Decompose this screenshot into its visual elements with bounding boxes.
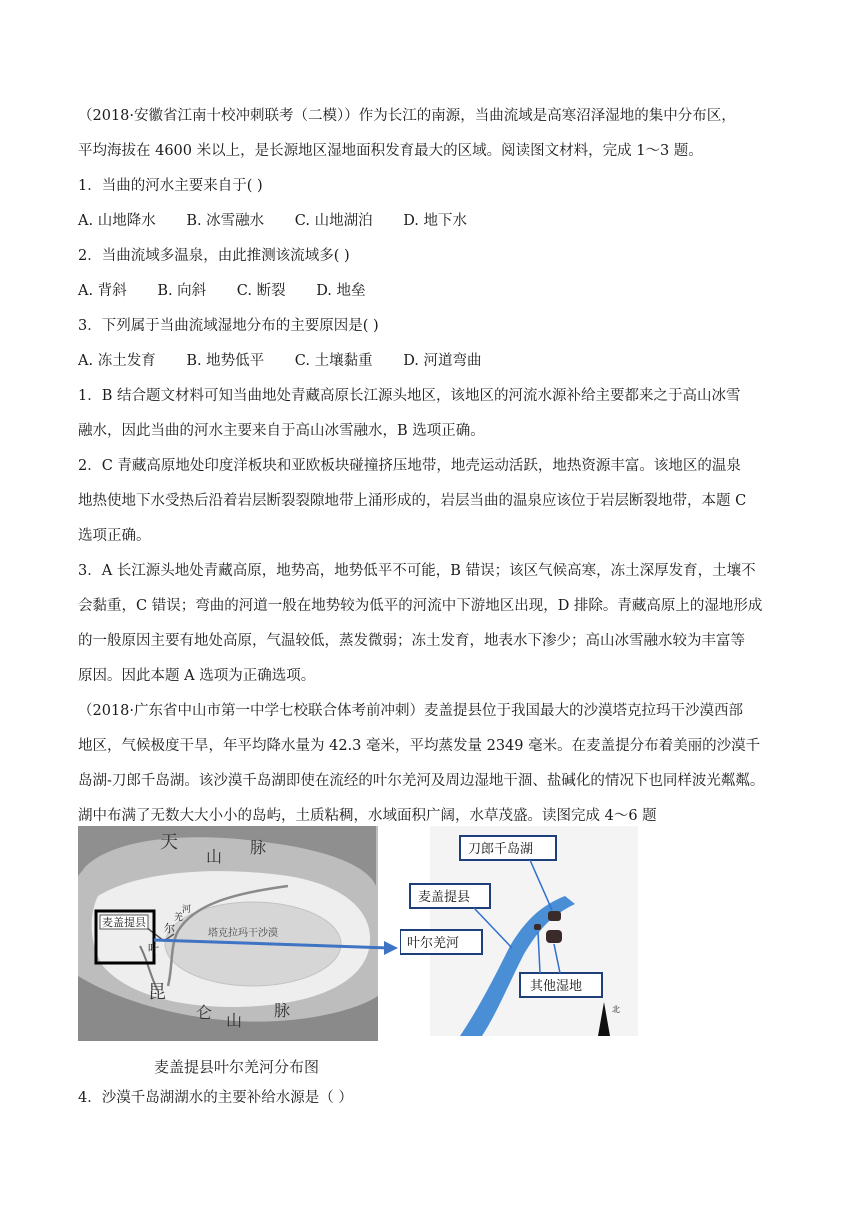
answer-2-line1: 2．C 青藏高原地处印度洋板块和亚欧板块碰撞挤压地带，地壳运动活跃，地热资源丰富。该地区的温泉 — [78, 458, 741, 474]
north-label: 北 — [612, 1005, 620, 1014]
section2-intro-line4: 湖中布满了无数大大小小的岛屿，土质粘稠，水域面积广阔，水草茂盛。读图完成 4～6 题 — [78, 808, 657, 824]
kun-label: 昆 — [148, 982, 166, 1003]
desert-label: 塔克拉玛干沙漠 — [208, 928, 278, 939]
question-1: 1．当曲的河水主要来自于( ) — [78, 178, 263, 194]
answer-3-line3: 的一般原因主要有地处高原，气温较低，蒸发微弱；冻土发育，地表水下渗少；高山冰雪融水较为丰富等 — [78, 633, 745, 649]
option-c[interactable]: C. 断裂 — [236, 283, 286, 299]
ye-label: 叶 — [148, 942, 159, 955]
option-d[interactable]: D. 河道弯曲 — [403, 353, 482, 369]
maigaiti-detail-label: 麦盖提县 — [418, 890, 471, 905]
other-wetland-label: 其他湿地 — [530, 979, 583, 994]
mai1-label: 脉 — [250, 838, 267, 857]
question-4: 4．沙漠千岛湖湖水的主要补给水源是（ ） — [78, 1090, 353, 1106]
yeerqiang-label: 叶尔羌河 — [407, 936, 460, 951]
section2-intro-line1: （2018·广东省中山市第一中学七校联合体考前冲刺）麦盖提县位于我国最大的沙漠塔克拉玛干沙漠西部 — [78, 703, 744, 719]
tian-label: 天 — [160, 832, 178, 853]
lake-1 — [548, 911, 561, 921]
er-label: 尔 — [164, 922, 175, 935]
qiang-label: 羌 — [174, 913, 184, 923]
answer-3-line1: 3．A 长江源头地处青藏高原，地势高，地势低平不可能，B 错误；该区气候高寒，冻土深厚发育，土壤不 — [78, 563, 756, 579]
answer-1-line2: 融水，因此当曲的河水主要来自于高山冰雪融水，B 选项正确。 — [78, 423, 485, 439]
arrow-shaft — [154, 940, 390, 948]
option-d[interactable]: D. 地垒 — [316, 283, 366, 299]
section1-intro-line2: 平均海拔在 4600 米以上，是长源地区湿地面积发育最大的区域。阅读图文材料，完成 1～3 题。 — [78, 143, 703, 159]
he-label: 河 — [182, 905, 192, 915]
option-b[interactable]: B. 冰雪融水 — [186, 213, 265, 229]
question-2: 2．当曲流域多温泉，由此推测该流域多( ) — [78, 248, 350, 264]
section2-intro-line2: 地区，气候极度干旱，年平均降水量为 42.3 毫米，平均蒸发量 2349 毫米。在麦盖提分布着美丽的沙漠千 — [78, 738, 761, 754]
option-a[interactable]: A. 背斜 — [78, 283, 127, 299]
option-d[interactable]: D. 地下水 — [403, 213, 468, 229]
option-b[interactable]: B. 地势低平 — [186, 353, 265, 369]
question-1-options — [78, 211, 788, 231]
answer-3-line4: 原因。因此本题 A 选项为正确选项。 — [78, 668, 316, 684]
lun-label: 仑 — [196, 1003, 213, 1022]
arrow-head — [384, 941, 398, 955]
question-3: 3．下列属于当曲流域湿地分布的主要原因是( ) — [78, 318, 379, 334]
map-figure — [78, 826, 638, 1056]
answer-2-line2: 地热使地下水受热后沿着岩层断裂裂隙地带上涌形成的，岩层当曲的温泉应该位于岩层断裂地带，本题 C — [78, 493, 747, 509]
shan1-label: 山 — [206, 847, 223, 866]
option-a[interactable]: A. 山地降水 — [78, 213, 156, 229]
maigaiti-label: 麦盖提县 — [102, 916, 146, 929]
lake-3 — [534, 924, 541, 930]
question-2-options — [78, 281, 788, 301]
answer-3-line2: 会黏重，C 错误；弯曲的河道一般在地势较为低平的河流中下游地区出现，D 排除。青藏高原上的湿地形成 — [78, 598, 763, 614]
shan2-label: 山 — [226, 1011, 243, 1030]
mai2-label: 脉 — [274, 1001, 291, 1020]
option-b[interactable]: B. 向斜 — [157, 283, 207, 299]
answer-1-line1: 1．B 结合题文材料可知当曲地处青藏高原长江源头地区，该地区的河流水源补给主要都来之于高山冰雪 — [78, 388, 741, 404]
section2-intro-line3: 岛湖-刀郎千岛湖。该沙漠千岛湖即使在流经的叶尔羌河及周边湿地干涸、盐碱化的情况下也同样波光粼粼。 — [78, 773, 765, 789]
option-c[interactable]: C. 土壤黏重 — [294, 353, 373, 369]
section1-intro-line1: （2018·安徽省江南十校冲刺联考（二模））作为长江的南源，当曲流域是高寒沼泽湿地的集中分布区， — [78, 108, 736, 124]
lake-2 — [546, 930, 562, 943]
answer-2-line3: 选项正确。 — [78, 528, 151, 544]
maigaiti-detail-map — [400, 826, 638, 1041]
question-3-options — [78, 351, 788, 371]
daolang-label: 刀郎千岛湖 — [468, 842, 534, 857]
option-c[interactable]: C. 山地湖泊 — [294, 213, 373, 229]
option-a[interactable]: A. 冻土发育 — [78, 353, 156, 369]
figure-caption: 麦盖提县叶尔羌河分布图 — [154, 1058, 320, 1076]
